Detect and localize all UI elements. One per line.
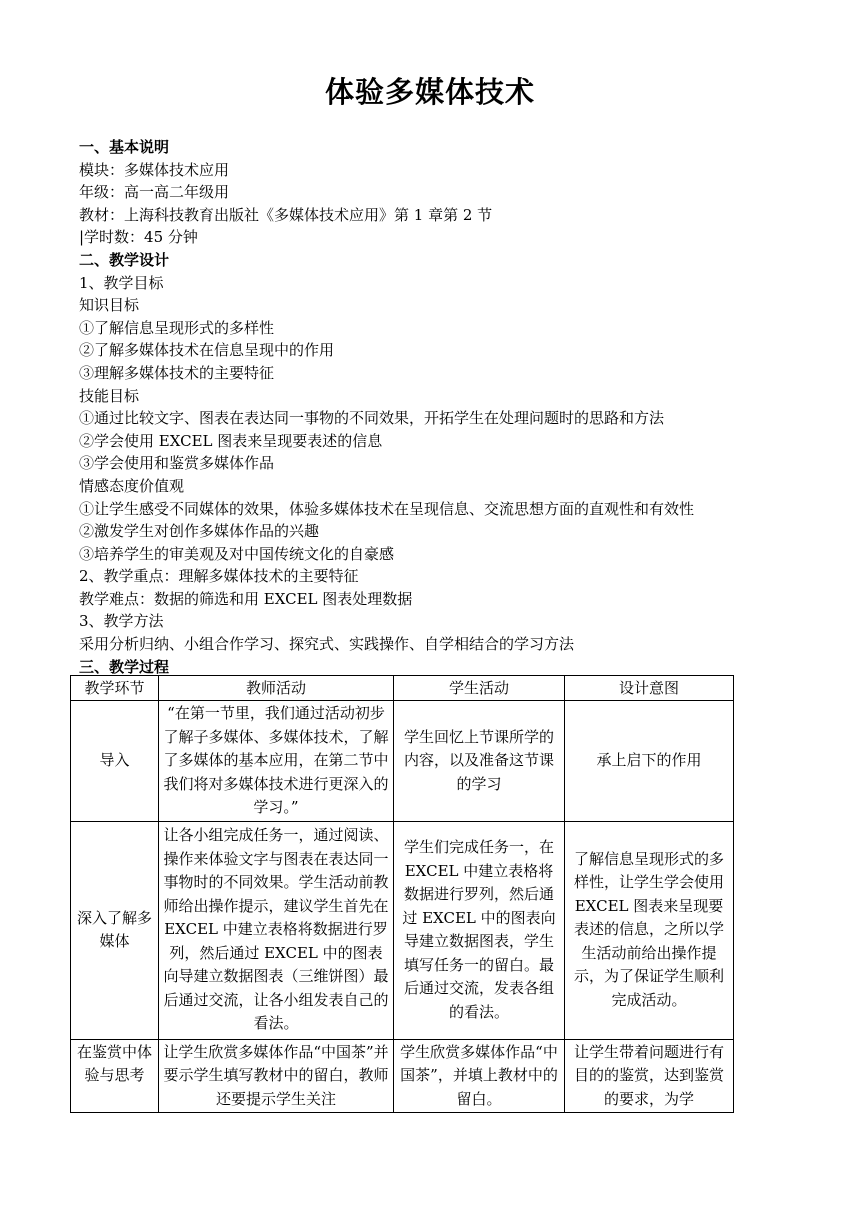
header-cell-teacher: 教师活动	[159, 676, 394, 701]
header-cell-stage: 教学环节	[71, 676, 159, 701]
body-line: ①了解信息呈现形式的多样性	[79, 318, 275, 337]
body-line: ③理解多媒体技术的主要特征	[79, 363, 275, 382]
table-row	[71, 701, 734, 822]
document-title: 体验多媒体技术	[324, 75, 535, 109]
body-line: ②了解多媒体技术在信息呈现中的作用	[79, 341, 335, 360]
table-cell: 导入	[71, 701, 159, 822]
table-cell: 承上启下的作用	[565, 701, 734, 822]
body-line: ③培养学生的审美观及对中国传统文化的自豪感	[79, 544, 395, 563]
table-cell: 了解信息呈现形式的多样性，让学生学会使用 EXCEL 图表来呈现要表述的信息，之所以学生活动前给出操作提示，为了保证学生顺利完成活动。	[565, 821, 734, 1039]
table-header-row	[71, 676, 734, 701]
table-cell: 学生回忆上节课所学的内容，以及准备这节课的学习	[394, 701, 565, 822]
body-line: 情感态度价值观	[79, 476, 185, 495]
body-line: 年级：高一高二年级用	[79, 183, 230, 202]
table-cell: 让学生欣赏多媒体作品“中国茶”并要示学生填写教材中的留白，教师还要提示学生关注	[159, 1039, 394, 1113]
body-line: |学时数：45 分钟	[79, 228, 198, 247]
table-cell: 让学生带着问题进行有目的的鉴赏，达到鉴赏的要求，为学	[565, 1039, 734, 1113]
table-cell: 深入了解多媒体	[71, 821, 159, 1039]
body-line: ①通过比较文字、图表在表达同一事物的不同效果，开拓学生在处理问题时的思路和方法	[79, 409, 665, 428]
table-cell: 让各小组完成任务一，通过阅读、操作来体验文字与图表在表达同一事物时的不同效果。学生活动前教师给出操作提示，建议学生首先在 EXCEL 中建立表格将数据进行罗列，然后通过 EXCEL 中的图表向导建立数据图表（三维饼图）最后通过交流，让各小组发表自己的看法。	[159, 821, 394, 1039]
body-line: ②学会使用 EXCEL 图表来呈现要表述的信息	[79, 431, 383, 450]
body-line: 知识目标	[79, 296, 140, 315]
table-row	[71, 1039, 734, 1113]
body-line: 教学难点：数据的筛选和用 EXCEL 图表处理数据	[79, 589, 413, 608]
body-line: ①让学生感受不同媒体的效果，体验多媒体技术在呈现信息、交流思想方面的直观性和有效性	[79, 499, 695, 518]
section-heading: 一、基本说明	[79, 138, 170, 156]
body-line: ③学会使用和鉴赏多媒体作品	[79, 454, 275, 473]
section-heading: 三、教学过程	[79, 657, 170, 676]
section-heading: 二、教学设计	[79, 250, 170, 269]
teaching-process-table	[70, 675, 734, 1113]
body-line: 1、教学目标	[79, 273, 164, 292]
table-cell: 学生们完成任务一，在 EXCEL 中建立表格将数据进行罗列，然后通过 EXCEL 中的图表向导建立数据图表，学生填写任务一的留白。最后通过交流，发表各组的看法。	[394, 821, 565, 1039]
body-line: 教材：上海科技教育出版社《多媒体技术应用》第 1 章第 2 节	[79, 205, 493, 224]
body-line: ②激发学生对创作多媒体作品的兴趣	[79, 522, 320, 541]
header-cell-intent: 设计意图	[565, 676, 734, 701]
body-line: 采用分析归纳、小组合作学习、探究式、实践操作、自学相结合的学习方法	[79, 635, 575, 654]
body-line: 模块：多媒体技术应用	[79, 160, 230, 179]
body-line: 技能目标	[79, 386, 140, 405]
table-cell: 学生欣赏多媒体作品“中国茶”，并填上教材中的留白。	[394, 1039, 565, 1113]
header-cell-student: 学生活动	[394, 676, 565, 701]
body-line: 2、教学重点：理解多媒体技术的主要特征	[79, 567, 359, 586]
table-row	[71, 821, 734, 1039]
table-cell: “在第一节里，我们通过活动初步了解子多媒体、多媒体技术，了解了多媒体的基本应用，在第二节中我们将对多媒体技术进行更深入的学习。”	[159, 701, 394, 822]
document-body	[79, 136, 809, 678]
body-line: 3、教学方法	[79, 612, 164, 631]
table-cell: 在鉴赏中体验与思考	[71, 1039, 159, 1113]
